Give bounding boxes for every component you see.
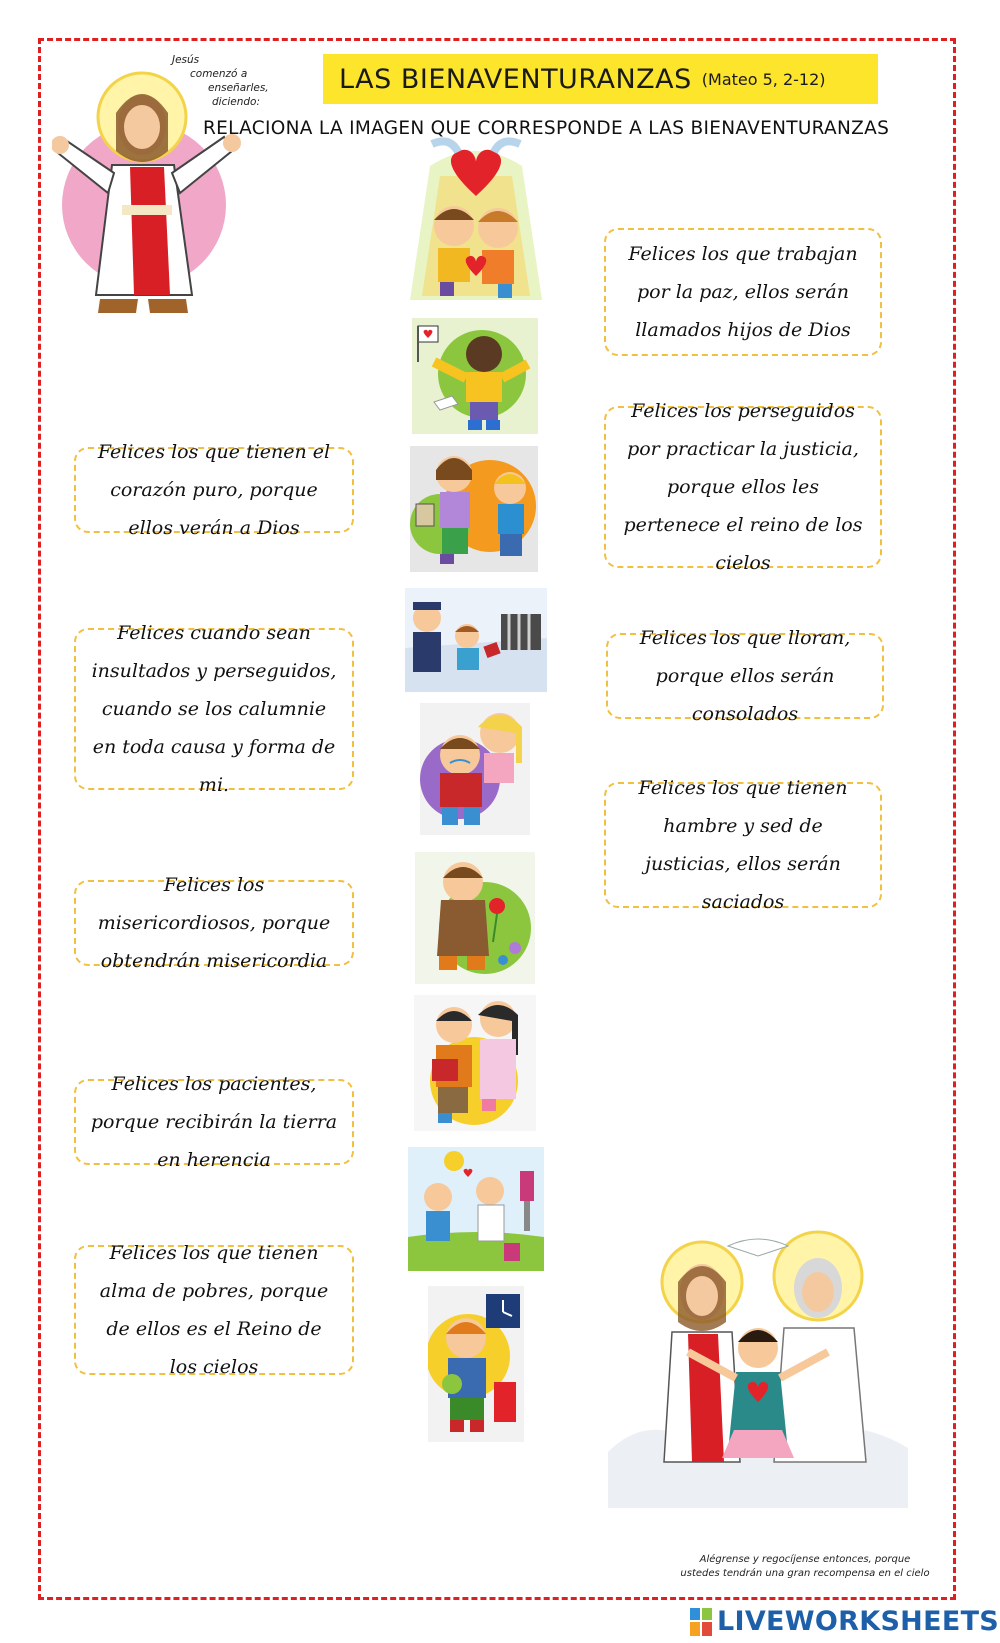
illustration-crying-child[interactable] — [420, 703, 530, 835]
beatitude-card-poor-in-spirit[interactable] — [74, 1242, 354, 1378]
card-text: Felices los que trabajan por la paz, ellos serán llamados hijos de Dios — [628, 243, 858, 341]
card-text: Felices los que tienen alma de pobres, porque de ellos es el Reino de los cielos — [99, 1242, 329, 1378]
beatitude-card-patient[interactable] — [74, 1073, 354, 1171]
beatitude-card-persecuted-justice[interactable] — [604, 400, 882, 574]
card-text: Felices los perseguidos por practicar la justicia, porque ellos les pertenece el reino de los cielos — [623, 400, 863, 574]
liveworksheets-logo-icon — [690, 1608, 712, 1636]
illustration-heart-children[interactable] — [410, 136, 542, 300]
card-text: Felices los que tienen el corazón puro, porque ellos verán a Dios — [97, 441, 331, 539]
card-text: Felices los pacientes, porque recibirán la tierra en herencia — [90, 1073, 338, 1171]
illustration-child-with-clock[interactable] — [428, 1286, 524, 1442]
beatitude-card-insulted[interactable] — [74, 622, 354, 796]
illustration-children-praying[interactable] — [414, 995, 536, 1131]
beatitude-card-peacemakers[interactable] — [604, 228, 882, 356]
beatitude-card-hunger-justice[interactable] — [604, 777, 882, 913]
card-text: Felices cuando sean insultados y perseguidos, cuando se los calumnie en toda causa y forma de mi. — [91, 622, 337, 796]
illustration-children-helping[interactable] — [410, 446, 538, 572]
beatitude-card-merciful[interactable] — [74, 874, 354, 972]
instruction-text: RELACIONA LA IMAGEN QUE CORRESPONDE A LAS BIENAVENTURANZAS — [203, 118, 890, 139]
jesus-caption-line: enseñarles, — [208, 82, 269, 94]
beatitude-card-pure-heart[interactable] — [74, 441, 354, 539]
liveworksheets-logo-text: LIVEWORKSHEETS — [717, 1606, 1000, 1637]
title-banner — [323, 54, 878, 104]
card-text: Felices los que lloran, porque ellos serán consolados — [639, 627, 851, 725]
card-text: Felices los que tienen hambre y sed de justicias, ellos serán saciados — [638, 777, 848, 913]
illustration-children-painting[interactable] — [408, 1147, 544, 1271]
liveworksheets-logo[interactable] — [690, 1606, 999, 1637]
card-text: Felices los misericordiosos, porque obtendrán misericordia — [97, 874, 331, 972]
illustration-boy-with-flag[interactable] — [412, 318, 538, 434]
page-title: LAS BIENAVENTURANZAS — [339, 63, 692, 95]
heaven-illustration — [608, 1222, 908, 1508]
jesus-caption — [150, 53, 270, 109]
bible-reference: (Mateo 5, 2-12) — [701, 69, 826, 89]
jesus-caption-line: comenzó a — [190, 68, 248, 80]
reward-caption — [665, 1553, 945, 1581]
reward-caption-line: Alégrense y regocíjense entonces, porque — [699, 1554, 911, 1565]
jesus-caption-line: diciendo: — [212, 96, 261, 108]
reward-caption-line: ustedes tendrán una gran recompensa en el cielo — [680, 1568, 930, 1579]
jesus-caption-line: Jesús — [172, 54, 200, 66]
beatitude-card-mourn[interactable] — [606, 627, 884, 725]
illustration-boy-with-flower[interactable] — [415, 852, 535, 984]
illustration-police-prison[interactable] — [405, 588, 547, 692]
